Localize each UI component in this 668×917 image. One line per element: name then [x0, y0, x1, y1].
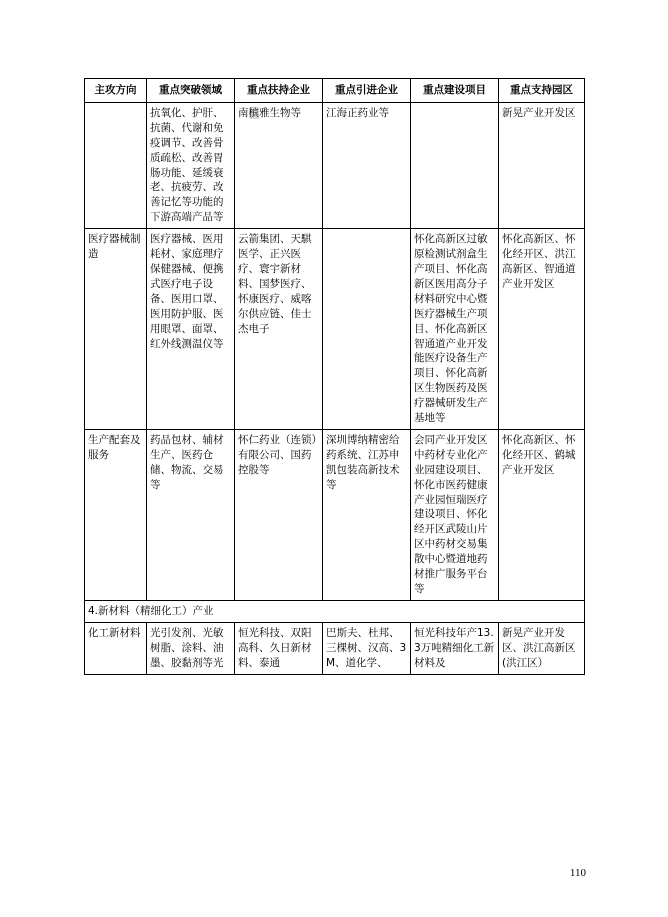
table-row: [85, 429, 585, 600]
table-cell-support-enterprise: 云箭集团、天騏医学、正兴医疗、寰宇新材料、国梦医疗、怀康医疗、威喀尔供应链、佳士杰电子: [235, 229, 323, 430]
table-cell-introduce-enterprise: 深圳博纳精密给药系统、江苏申凯包装高新技术等: [323, 429, 411, 600]
table-cell-field: 抗氧化、护肝、抗菌、代谢和免疫调节、改善骨质疏松、改善胃肠功能、延缓衰老、抗疲劳、改善记忆等功能的下游高端产品等: [147, 102, 235, 228]
table-cell-direction: 生产配套及服务: [85, 429, 147, 600]
table-cell-parks: 怀化高新区、怀化经开区、鹤城产业开发区: [499, 429, 585, 600]
table-cell-support-enterprise: 南槟雅生物等: [235, 102, 323, 228]
table-header-cell: 重点引进企业: [323, 79, 411, 103]
table-cell-parks: 怀化高新区、怀化经开区、洪江高新区、智通道产业开发区: [499, 229, 585, 430]
table-row: [85, 622, 585, 674]
table-cell-introduce-enterprise: 巴斯夫、杜邦、三棵树、汉高、3M、道化学、: [323, 622, 411, 674]
table-row: [85, 229, 585, 430]
table-cell-field: 药品包材、辅材生产、医药仓储、物流、交易等: [147, 429, 235, 600]
table-cell-direction: 化工新材料: [85, 622, 147, 674]
table-cell-parks: 新晃产业开发区: [499, 102, 585, 228]
table-cell-introduce-enterprise: [323, 229, 411, 430]
table-header-cell: 重点扶持企业: [235, 79, 323, 103]
table-cell-field: 医疗器械、医用耗材、家庭理疗保健器械、便携式医疗电子设备、医用口罩、医用防护服、医用眼罩、面罩、红外线测温仪等: [147, 229, 235, 430]
table-header-cell: 主攻方向: [85, 79, 147, 103]
table-header-cell: 重点突破领域: [147, 79, 235, 103]
table-cell-parks: 新晃产业开发区、洪江高新区(洪江区）: [499, 622, 585, 674]
industry-plan-table: [84, 78, 585, 675]
table-cell-projects: 恒光科技年产13.3万吨精细化工新材料及: [411, 622, 499, 674]
table-cell-direction: [85, 102, 147, 228]
table-section-row: [85, 600, 585, 622]
table-header-cell: 重点支持园区: [499, 79, 585, 103]
table-cell-projects: 会同产业开发区中药材专业化产业园建设项目、怀化市医药健康产业园恒瑞医疗建设项目、怀化经开区武陵山片区中药材交易集散中心暨道地药材推广服务平台等: [411, 429, 499, 600]
table-cell-support-enterprise: 恒光科技、双阳高科、久日新材料、泰通: [235, 622, 323, 674]
table-cell-introduce-enterprise: 江海正药业等: [323, 102, 411, 228]
table-cell-projects: [411, 102, 499, 228]
table-container: [84, 78, 584, 675]
table-cell-field: 光引发剂、光敏树脂、涂料、油墨、胶黏剂等光: [147, 622, 235, 674]
page-number: 110: [569, 867, 586, 879]
table-row: [85, 102, 585, 228]
section-heading: 4.新材料（精细化工）产业: [85, 600, 585, 622]
table-cell-support-enterprise: 怀仁药业（连锁）有限公司、国药控股等: [235, 429, 323, 600]
table-cell-direction: 医疗器械制造: [85, 229, 147, 430]
table-cell-projects: 怀化高新区过敏原检测试剂盒生产项目、怀化高新区医用高分子材料研究中心暨医疗器械生产项目、怀化高新区智通道产业开发能医疗设备生产项目、怀化高新区生物医药及医疗器械研发生产基地等: [411, 229, 499, 430]
table-header-row: [85, 79, 585, 103]
table-header-cell: 重点建设项目: [411, 79, 499, 103]
